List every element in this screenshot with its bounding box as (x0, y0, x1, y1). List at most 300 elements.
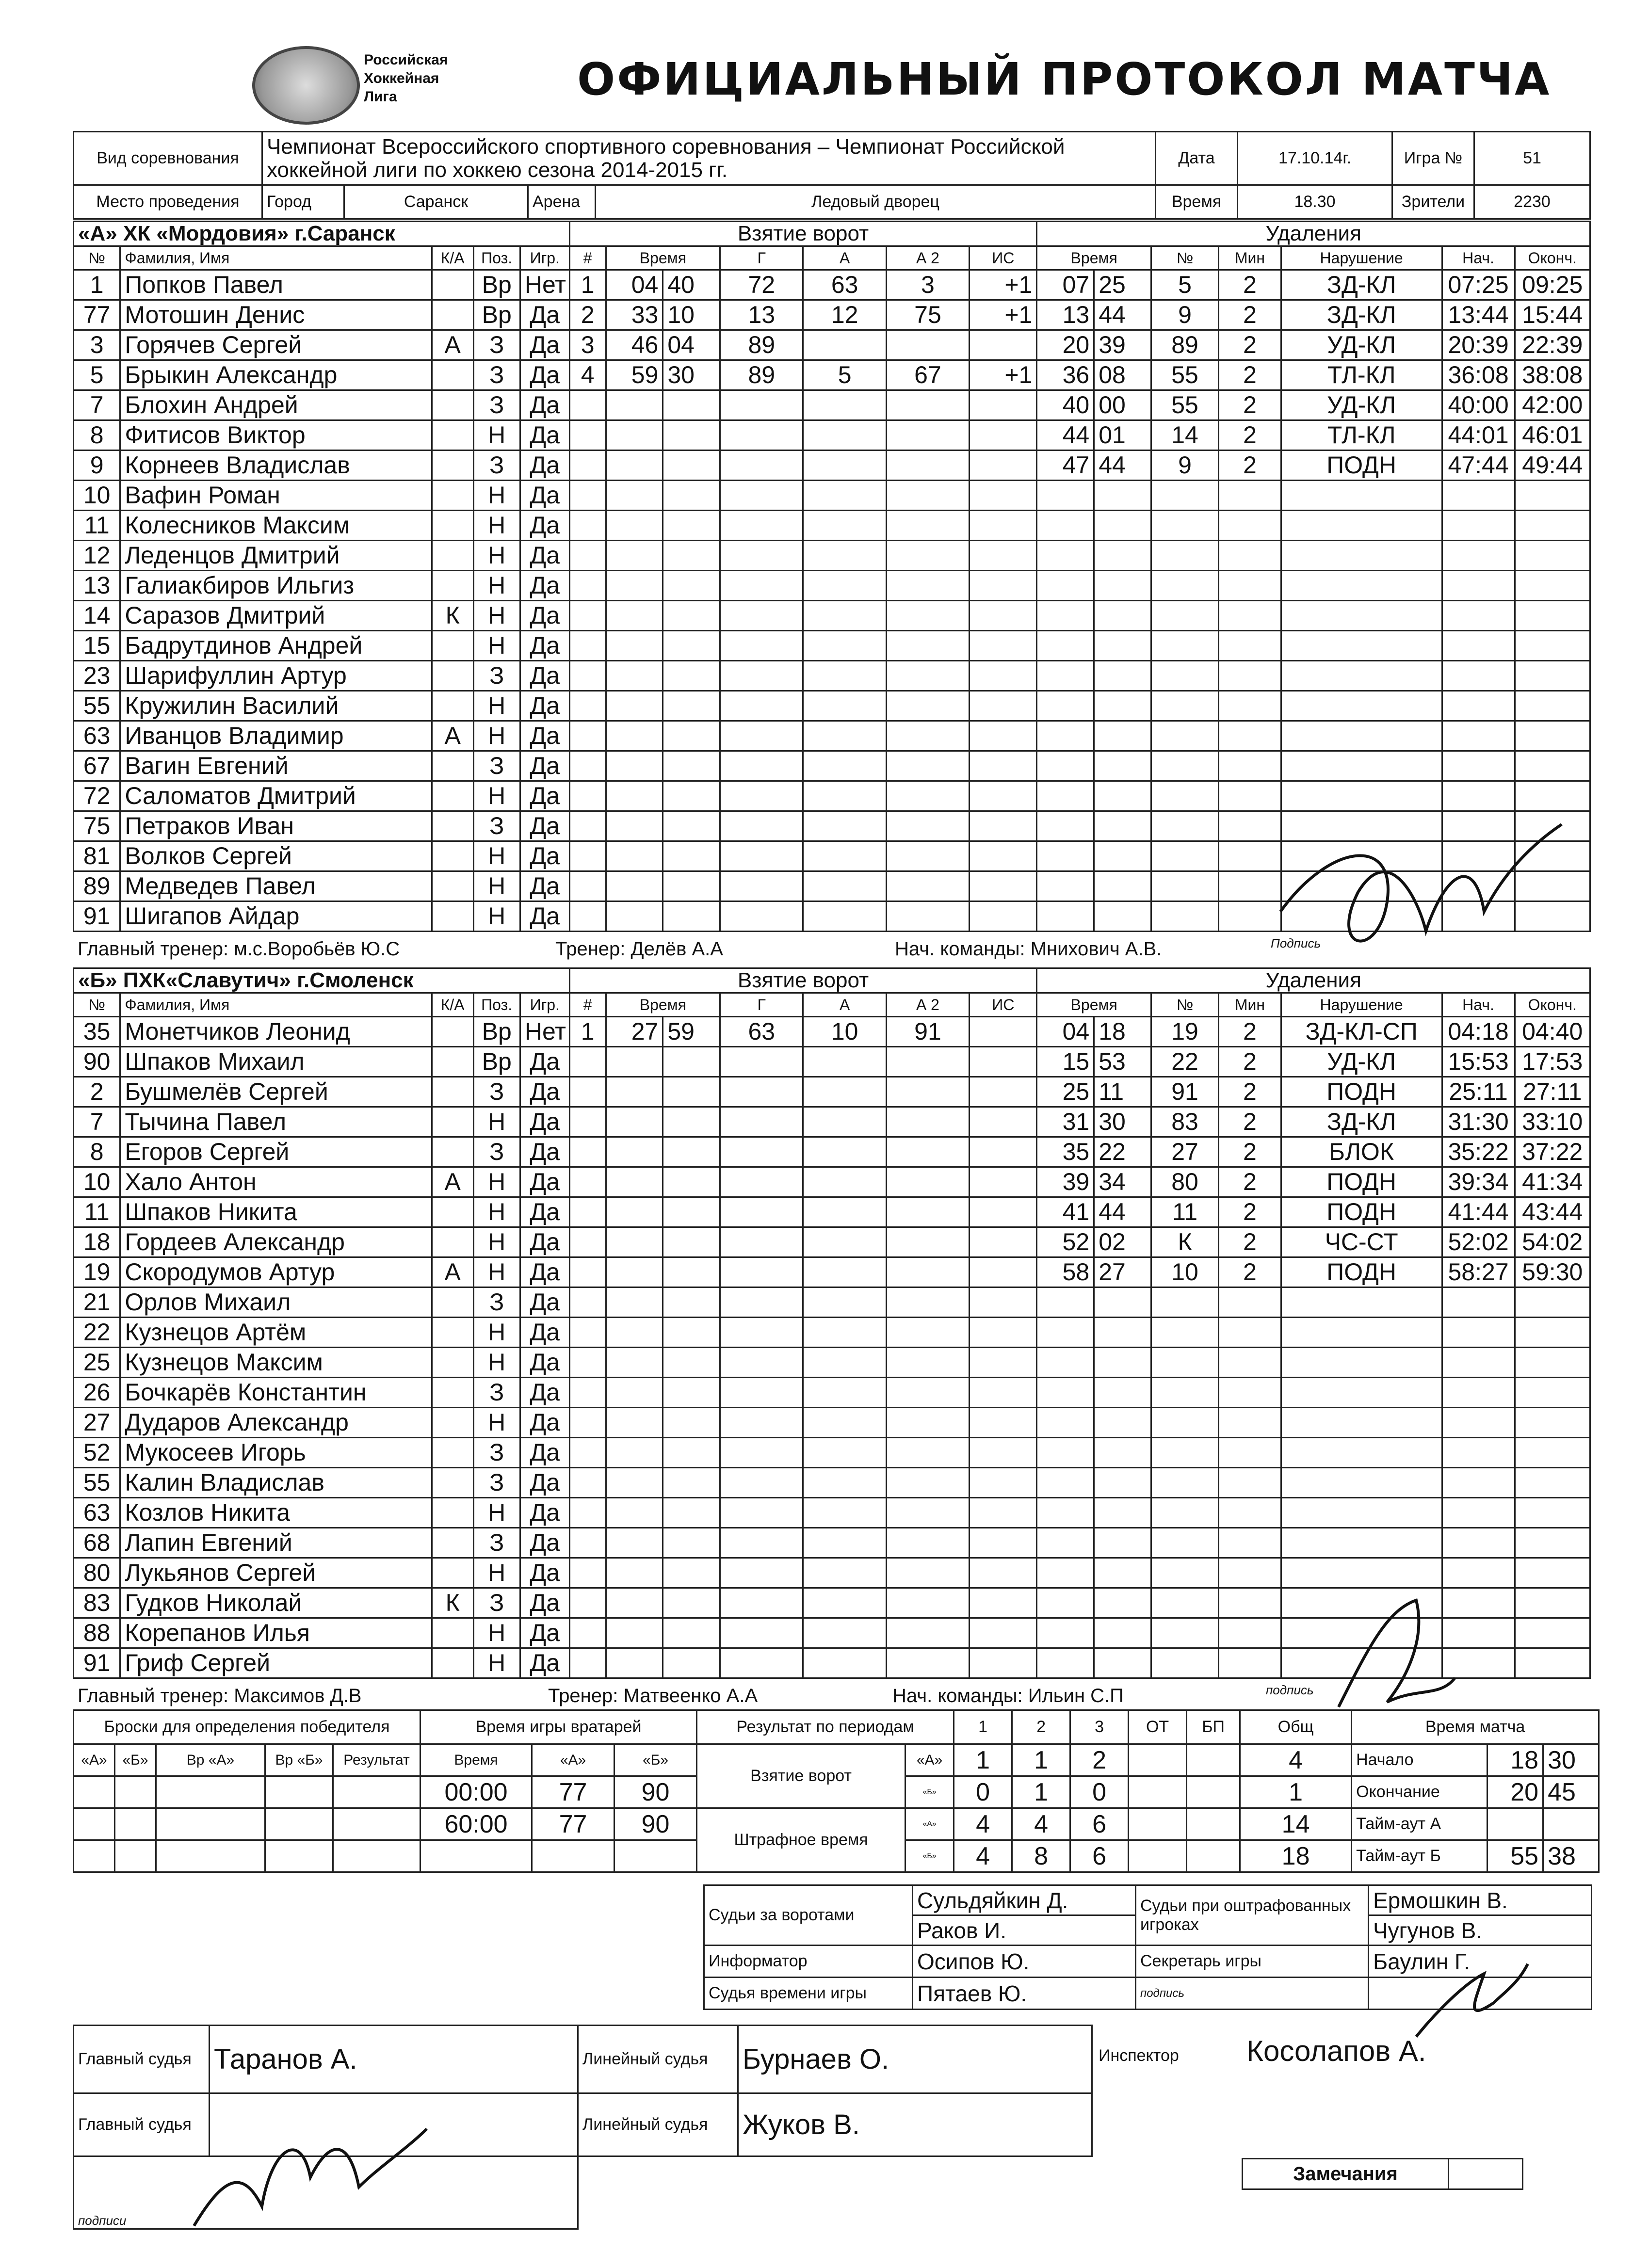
player-name: Бадрутдинов Андрей (120, 631, 432, 661)
penalty-violation (1281, 631, 1442, 661)
logo-line-2: Хоккейная (364, 70, 439, 86)
goal-scorer (720, 841, 803, 871)
player-name: Шпаков Михаил (120, 1047, 432, 1077)
player-plays: Да (520, 811, 569, 841)
penalty-violation (1281, 1438, 1442, 1468)
goal-strength (970, 1348, 1037, 1378)
summary-table (73, 1709, 1600, 1873)
col-ka: К/А (432, 993, 473, 1017)
goal-assist-1 (803, 811, 886, 841)
penalty-time-min: 07 (1037, 270, 1094, 300)
goal-index (569, 751, 606, 781)
penalty-violation: ТЛ-КЛ (1281, 420, 1442, 450)
player-name: Волков Сергей (120, 841, 432, 871)
goals-a-total: 4 (1240, 1744, 1352, 1776)
goal-index (569, 420, 606, 450)
penalty-time-sec: 44 (1094, 1197, 1151, 1227)
penalty-end (1515, 1468, 1590, 1498)
goal-scorer (720, 601, 803, 631)
penalty-violation: ПОДН (1281, 1167, 1442, 1197)
end-label: Окончание (1352, 1776, 1487, 1808)
player-name: Медведев Павел (120, 871, 432, 901)
penalty-start (1442, 1438, 1515, 1468)
goal-scorer (720, 1498, 803, 1528)
penalty-start (1442, 1348, 1515, 1378)
penalty-minutes (1219, 1287, 1281, 1318)
goals-label: Взятие ворот (697, 1744, 905, 1808)
goal-strength (970, 1468, 1037, 1498)
player-row (74, 1318, 1590, 1348)
goal-assist-2 (886, 481, 969, 511)
penalty-time-sec: 34 (1094, 1167, 1151, 1197)
time-label: Время (1156, 185, 1238, 219)
player-number: 91 (74, 901, 120, 932)
penalty-minutes (1219, 601, 1281, 631)
start-label: Начало (1352, 1744, 1487, 1776)
penalty-start (1442, 1318, 1515, 1348)
penalty-time-sec (1094, 1468, 1151, 1498)
penalty-violation (1281, 1468, 1442, 1498)
team-b-title: «Б» ПХК«Славутич» г.Смоленск (74, 968, 570, 993)
goal-assist-2: 91 (886, 1017, 969, 1047)
referee-1-label: Главный судья (74, 2026, 210, 2093)
shootout-col-a: «А» (74, 1744, 115, 1776)
penalty-player (1151, 661, 1218, 691)
penalty-player: 27 (1151, 1137, 1218, 1167)
player-row (74, 661, 1590, 691)
goal-strength (970, 691, 1037, 721)
goal-strength (970, 1588, 1037, 1618)
penalty-time-min (1037, 1558, 1094, 1588)
player-name: Хало Антон (120, 1167, 432, 1197)
coach-value: Матвеенко А.А (623, 1685, 758, 1706)
penalty-time-sec: 02 (1094, 1227, 1151, 1257)
player-position: Н (473, 541, 520, 571)
player-plays: Да (520, 1107, 569, 1137)
col-goal-time: Время (606, 993, 720, 1017)
player-position: Н (473, 631, 520, 661)
box-judge-1: Ермошкин В. (1369, 1885, 1592, 1915)
penalty-time-sec (1094, 691, 1151, 721)
goal-strength (970, 330, 1037, 360)
col-pen-end: Оконч. (1515, 246, 1590, 270)
penalty-player: 19 (1151, 1017, 1218, 1047)
goal-strength: +1 (970, 300, 1037, 330)
player-row (74, 1137, 1590, 1167)
goal-assist-1 (803, 1318, 886, 1348)
goal-strength (970, 1197, 1037, 1227)
penalty-violation: ПОДН (1281, 450, 1442, 481)
penalty-player: 80 (1151, 1167, 1218, 1197)
player-captain-mark (432, 390, 473, 420)
goal-time-min (606, 1257, 663, 1287)
penalty-minutes: 2 (1219, 1077, 1281, 1107)
penalty-violation (1281, 1287, 1442, 1318)
player-captain-mark (432, 1498, 473, 1528)
player-name: Мукосеев Игорь (120, 1438, 432, 1468)
player-row (74, 511, 1590, 541)
penalty-time-min (1037, 751, 1094, 781)
goal-index (569, 481, 606, 511)
player-position: З (473, 1287, 520, 1318)
col-goal-g: Г (720, 246, 803, 270)
player-name: Бочкарёв Константин (120, 1378, 432, 1408)
col-pen-min: Мин (1219, 993, 1281, 1017)
player-captain-mark: К (432, 601, 473, 631)
player-plays: Да (520, 541, 569, 571)
penalty-end (1515, 1438, 1590, 1468)
player-name: Калин Владислав (120, 1468, 432, 1498)
penalty-violation (1281, 1408, 1442, 1438)
player-plays: Да (520, 901, 569, 932)
player-captain-mark (432, 1468, 473, 1498)
remarks-box (1242, 2158, 1523, 2190)
period-1-head: 1 (954, 1710, 1012, 1744)
col-pen-min: Мин (1219, 246, 1281, 270)
goal-time-sec (663, 481, 720, 511)
player-plays: Да (520, 1077, 569, 1107)
penalty-start: 39:34 (1442, 1167, 1515, 1197)
goal-time-min: 46 (606, 330, 663, 360)
goal-index (569, 811, 606, 841)
player-captain-mark (432, 450, 473, 481)
penalty-player (1151, 781, 1218, 811)
period-2-head: 2 (1012, 1710, 1070, 1744)
goal-time-min (606, 1137, 663, 1167)
player-captain-mark (432, 841, 473, 871)
col-pen-violation: Нарушение (1281, 993, 1442, 1017)
goal-strength (970, 1618, 1037, 1648)
penalty-end: 49:44 (1515, 450, 1590, 481)
goal-scorer (720, 871, 803, 901)
player-number: 63 (74, 721, 120, 751)
rhl-emblem-icon (252, 46, 360, 125)
player-number: 26 (74, 1378, 120, 1408)
goal-assist-2 (886, 1257, 969, 1287)
competition-value: Чемпионат Всероссийского спортивного соревнования – Чемпионат Российской хоккейной лиги по хоккею сезона 2014-2015 гг. (262, 132, 1156, 185)
penalty-minutes (1219, 1408, 1281, 1438)
arena-value: Ледовый дворец (596, 185, 1156, 219)
timeout-a-ss (1543, 1808, 1599, 1840)
penalty-time-sec: 30 (1094, 1107, 1151, 1137)
penalty-minutes (1219, 1438, 1281, 1468)
goal-strength (970, 1378, 1037, 1408)
player-number: 18 (74, 1227, 120, 1257)
timeout-a-label: Тайм-аут А (1352, 1808, 1487, 1840)
player-position: Н (473, 1107, 520, 1137)
goal-strength (970, 601, 1037, 631)
player-captain-mark (432, 901, 473, 932)
penalty-player (1151, 1618, 1218, 1648)
goal-time-min (606, 601, 663, 631)
player-row (74, 1378, 1590, 1408)
penalty-player (1151, 481, 1218, 511)
goal-index (569, 1227, 606, 1257)
goal-time-sec: 04 (663, 330, 720, 360)
player-number: 8 (74, 420, 120, 450)
penalty-violation (1281, 511, 1442, 541)
player-name: Галиакбиров Ильгиз (120, 571, 432, 601)
col-pen-start: Нач. (1442, 246, 1515, 270)
penalty-time-min: 13 (1037, 300, 1094, 330)
player-number: 1 (74, 270, 120, 300)
penalty-minutes (1219, 661, 1281, 691)
goal-time-min: 27 (606, 1017, 663, 1047)
team-b-signature-icon (1319, 1591, 1465, 1717)
goal-time-min (606, 901, 663, 932)
goal-strength (970, 631, 1037, 661)
goal-assist-1 (803, 511, 886, 541)
penalty-time-min: 25 (1037, 1077, 1094, 1107)
penalty-start (1442, 541, 1515, 571)
player-plays: Да (520, 1618, 569, 1648)
goal-time-min (606, 871, 663, 901)
shootout-col-gk-a: Вр «А» (156, 1744, 265, 1776)
penalty-violation (1281, 1348, 1442, 1378)
player-row (74, 1558, 1590, 1588)
penalty-start: 04:18 (1442, 1017, 1515, 1047)
goal-time-sec (663, 901, 720, 932)
goal-time-sec (663, 1077, 720, 1107)
player-position: Н (473, 841, 520, 871)
goal-time-min (606, 1107, 663, 1137)
penalty-player: 55 (1151, 390, 1218, 420)
player-plays: Да (520, 1287, 569, 1318)
goal-assist-2 (886, 420, 969, 450)
informer-value: Осипов Ю. (913, 1946, 1136, 1978)
penalty-minutes: 2 (1219, 420, 1281, 450)
spectators-label: Зрители (1392, 185, 1474, 219)
goal-assist-1 (803, 601, 886, 631)
penalty-violation (1281, 1498, 1442, 1528)
goal-strength (970, 571, 1037, 601)
goal-index (569, 1558, 606, 1588)
col-goal-a2: А 2 (886, 246, 969, 270)
col-pen-time: Время (1037, 993, 1151, 1017)
goal-index (569, 1618, 606, 1648)
player-number: 90 (74, 1047, 120, 1077)
player-captain-mark (432, 481, 473, 511)
goal-time-min (606, 841, 663, 871)
goal-strength: +1 (970, 360, 1037, 390)
col-goal-g: Г (720, 993, 803, 1017)
player-row (74, 450, 1590, 481)
player-row (74, 1408, 1590, 1438)
goal-scorer (720, 450, 803, 481)
player-plays: Да (520, 1498, 569, 1528)
player-plays: Да (520, 661, 569, 691)
penalty-start: 15:53 (1442, 1047, 1515, 1077)
goal-assist-2 (886, 1588, 969, 1618)
player-captain-mark (432, 811, 473, 841)
head-coach-label: Главный тренер: (78, 1685, 229, 1706)
player-plays: Да (520, 1047, 569, 1077)
player-plays: Да (520, 450, 569, 481)
penalty-time-sec (1094, 1287, 1151, 1318)
goal-strength: +1 (970, 270, 1037, 300)
goal-scorer (720, 1137, 803, 1167)
goal-time-sec (663, 420, 720, 450)
goal-strength (970, 901, 1037, 932)
player-position: Н (473, 601, 520, 631)
goal-scorer (720, 721, 803, 751)
penalty-end: 22:39 (1515, 330, 1590, 360)
penalty-time-sec (1094, 1318, 1151, 1348)
goal-time-sec (663, 631, 720, 661)
player-row (74, 781, 1590, 811)
penalty-start (1442, 661, 1515, 691)
gk-row1-a: 77 (532, 1776, 614, 1808)
secretary-signature-icon (1406, 1954, 1533, 2051)
penalty-minutes (1219, 691, 1281, 721)
pim-b-p2: 8 (1012, 1840, 1070, 1872)
penalty-time-sec: 11 (1094, 1077, 1151, 1107)
penalty-player (1151, 721, 1218, 751)
goal-judges-label: Судьи за воротами (704, 1885, 913, 1946)
player-number: 22 (74, 1318, 120, 1348)
penalty-time-min (1037, 1438, 1094, 1468)
penalty-player: 91 (1151, 1077, 1218, 1107)
timeout-b-mm: 55 (1487, 1840, 1543, 1872)
player-name: Кузнецов Артём (120, 1318, 432, 1348)
player-plays: Да (520, 390, 569, 420)
player-number: 10 (74, 1167, 120, 1197)
player-name: Вагин Евгений (120, 751, 432, 781)
goal-assist-1 (803, 1257, 886, 1287)
player-name: Корнеев Владислав (120, 450, 432, 481)
player-row (74, 420, 1590, 450)
penalty-time-sec (1094, 871, 1151, 901)
penalty-violation: ПОДН (1281, 1197, 1442, 1227)
team-a-title: «А» ХК «Мордовия» г.Саранск (74, 222, 570, 246)
penalty-end (1515, 1588, 1590, 1618)
player-captain-mark (432, 511, 473, 541)
player-name: Фитисов Виктор (120, 420, 432, 450)
penalty-player (1151, 631, 1218, 661)
penalty-time-sec: 53 (1094, 1047, 1151, 1077)
goal-time-min (606, 541, 663, 571)
col-goal-a: А (803, 246, 886, 270)
penalty-time-sec (1094, 841, 1151, 871)
col-pen-violation: Нарушение (1281, 246, 1442, 270)
goal-assist-1: 5 (803, 360, 886, 390)
penalty-start: 35:22 (1442, 1137, 1515, 1167)
penalty-time-min: 39 (1037, 1167, 1094, 1197)
sign-label: подпись (1136, 1978, 1369, 2010)
penalty-minutes (1219, 481, 1281, 511)
player-name: Лукьянов Сергей (120, 1558, 432, 1588)
penalty-end (1515, 601, 1590, 631)
player-plays: Да (520, 1227, 569, 1257)
goal-time-sec (663, 1618, 720, 1648)
goal-assist-2 (886, 1528, 969, 1558)
goal-time-min (606, 1498, 663, 1528)
goal-time-sec (663, 1257, 720, 1287)
penalty-time-min (1037, 691, 1094, 721)
pim-team-a: «А» (905, 1808, 954, 1840)
penalty-time-min (1037, 1618, 1094, 1648)
goal-time-min (606, 1197, 663, 1227)
player-position: З (473, 811, 520, 841)
goal-index (569, 1498, 606, 1528)
team-a-signature-icon (1271, 815, 1571, 970)
player-position: Н (473, 481, 520, 511)
penalty-time-sec (1094, 1558, 1151, 1588)
player-position: Н (473, 781, 520, 811)
player-position: Н (473, 1618, 520, 1648)
arena-label: Арена (528, 185, 596, 219)
penalty-end (1515, 691, 1590, 721)
periods-title: Результат по периодам (697, 1710, 954, 1744)
goal-assist-1 (803, 1558, 886, 1588)
penalty-violation: УД-КЛ (1281, 1047, 1442, 1077)
penalty-minutes (1219, 781, 1281, 811)
penalty-violation (1281, 601, 1442, 631)
goal-index (569, 1137, 606, 1167)
goal-time-sec (663, 1588, 720, 1618)
player-position: З (473, 360, 520, 390)
goal-index (569, 871, 606, 901)
match-time-title: Время матча (1352, 1710, 1599, 1744)
player-captain-mark (432, 1227, 473, 1257)
player-captain-mark (432, 1438, 473, 1468)
goal-time-min (606, 691, 663, 721)
goal-assist-1 (803, 450, 886, 481)
player-number: 14 (74, 601, 120, 631)
player-captain-mark (432, 1558, 473, 1588)
goal-time-min: 04 (606, 270, 663, 300)
goal-assist-2: 67 (886, 360, 969, 390)
goal-strength (970, 841, 1037, 871)
player-name: Попков Павел (120, 270, 432, 300)
penalty-time-sec: 00 (1094, 390, 1151, 420)
player-row (74, 541, 1590, 571)
goal-scorer (720, 1227, 803, 1257)
goal-time-sec (663, 1438, 720, 1468)
goal-assist-2 (886, 1137, 969, 1167)
goal-time-sec: 10 (663, 300, 720, 330)
goal-assist-2 (886, 571, 969, 601)
goal-assist-1 (803, 1468, 886, 1498)
penalty-time-sec (1094, 1498, 1151, 1528)
goal-scorer (720, 661, 803, 691)
pim-a-total: 14 (1240, 1808, 1352, 1840)
goal-time-min (606, 1408, 663, 1438)
penalty-minutes (1219, 1618, 1281, 1648)
penalty-violation: ЗД-КЛ (1281, 300, 1442, 330)
penalty-minutes (1219, 1558, 1281, 1588)
penalty-time-min (1037, 1498, 1094, 1528)
penalty-time-min (1037, 511, 1094, 541)
player-plays: Да (520, 481, 569, 511)
goal-time-min (606, 721, 663, 751)
goal-time-sec (663, 691, 720, 721)
player-position: Вр (473, 270, 520, 300)
goal-scorer (720, 901, 803, 932)
player-row (74, 1107, 1590, 1137)
penalty-end (1515, 1348, 1590, 1378)
penalty-start: 25:11 (1442, 1077, 1515, 1107)
penalty-player (1151, 901, 1218, 932)
goal-assist-2 (886, 1047, 969, 1077)
team-b-sign-label: подпись (1266, 1683, 1314, 1697)
player-number: 2 (74, 1077, 120, 1107)
referee-signature-icon (184, 2109, 436, 2245)
col-pen-no: № (1151, 993, 1218, 1017)
player-position: Н (473, 571, 520, 601)
player-name: Монетчиков Леонид (120, 1017, 432, 1047)
player-name: Дударов Александр (120, 1408, 432, 1438)
